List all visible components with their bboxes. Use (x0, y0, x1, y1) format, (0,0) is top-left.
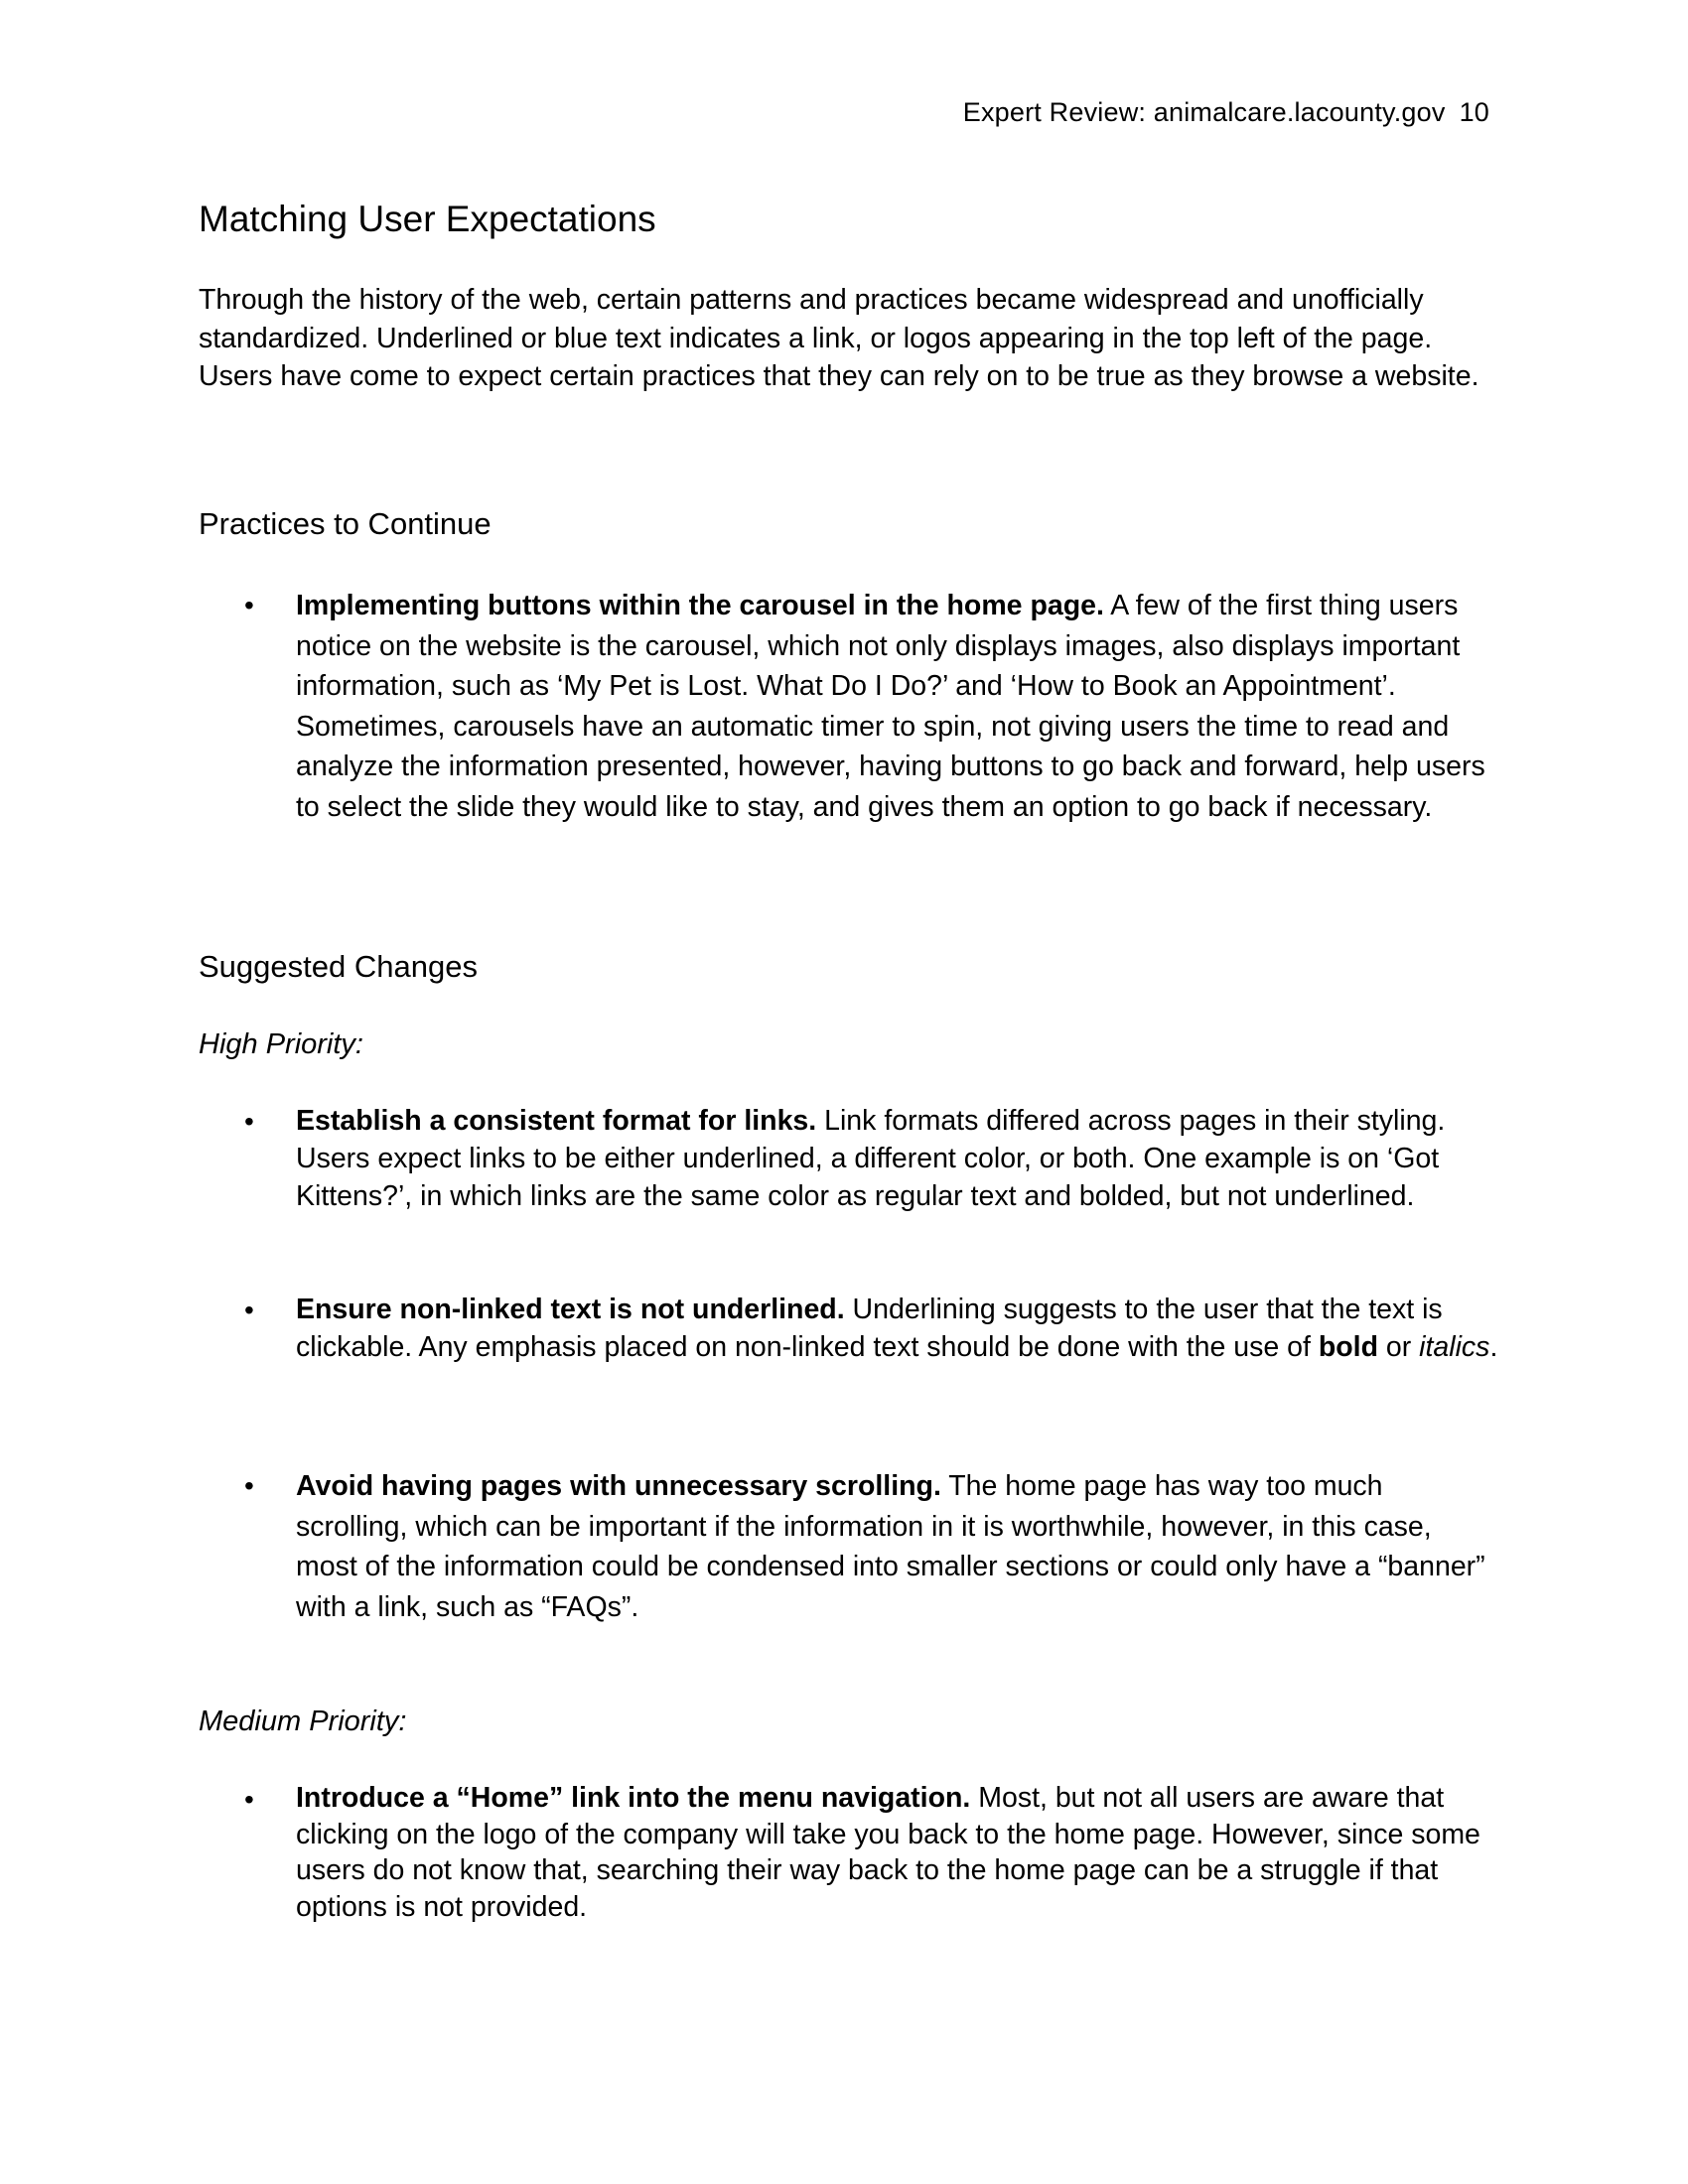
bullet-lead: Avoid having pages with unnecessary scrolling. (296, 1470, 941, 1502)
intro-paragraph: Through the history of the web, certain patterns and practices became widespread and unofficially standardized. Underlined or blue text indicates a link, or logos appearing in the top left of the page. Users have come to expect certain practices that they can rely on to be true as they browse a website. (199, 284, 1479, 392)
italic-example: italics (1419, 1331, 1490, 1363)
bullet-icon: • (244, 1470, 254, 1501)
practice-item-carousel (199, 586, 1499, 827)
bullet-body: The home page has way too much scrolling, which can be important if the information in it is worthwhile, however, in this case, most of the information could be condensed into smaller sections or could only have a “banner” with a link, such as “FAQs”. (296, 1470, 1485, 1623)
bullet-icon: • (244, 1106, 254, 1137)
running-title: Expert Review: animalcare.lacounty.gov (962, 97, 1446, 127)
bullet-text (296, 1466, 1499, 1627)
page-header (963, 97, 1489, 128)
bullet-text (296, 1780, 1499, 1925)
medium-item-home-link (199, 1780, 1499, 1925)
page-number: 10 (1459, 97, 1489, 127)
bullet-body: Link formats differed across pages in their styling. Users expect links to be either underlined, a different color, or both. One example is on ‘Got Kittens?’, in which links are the same color as regular text and bolded, but not underlined. (296, 1105, 1446, 1212)
high-item-underline (199, 1291, 1499, 1366)
bullet-lead: Introduce a “Home” link into the menu navigation. (296, 1782, 971, 1814)
bullet-lead: Implementing buttons within the carousel in the home page. (296, 590, 1104, 621)
high-item-scrolling (199, 1466, 1499, 1627)
bullet-body: Most, but not all users are aware that clicking on the logo of the company will take you back to the home page. However, since some users do not know that, searching their way back to the home page can be a struggle if that options is not provided. (296, 1782, 1480, 1923)
bold-example: bold (1318, 1331, 1378, 1363)
bullet-text (296, 1102, 1499, 1215)
bullet-icon: • (244, 1784, 254, 1815)
high-priority-label: High Priority: (199, 1028, 363, 1060)
bullet-text (296, 586, 1499, 827)
bullet-body: A few of the first thing users notice on the website is the carousel, which not only displays images, also displays important information, such as ‘My Pet is Lost. What Do I Do?’ and ‘How to Book an Appointment’. Sometimes, carousels have an automatic timer to spin, not giving users the time to read and analyze the information presented, however, having buttons to go back and forward, help users to select the slide they would like to stay, and gives them an option to go back if necessary. (296, 590, 1485, 823)
bullet-lead: Establish a consistent format for links. (296, 1105, 817, 1137)
medium-priority-label: Medium Priority: (199, 1706, 407, 1737)
bullet-icon: • (244, 1295, 254, 1325)
high-item-links (199, 1102, 1499, 1215)
end-punctuation: . (1489, 1331, 1498, 1363)
page-title: Matching User Expectations (199, 199, 656, 239)
bullet-icon: • (244, 590, 254, 620)
bullet-lead: Ensure non-linked text is not underlined. (296, 1294, 845, 1325)
suggested-heading: Suggested Changes (199, 949, 478, 984)
bullet-text (296, 1291, 1499, 1366)
practices-heading: Practices to Continue (199, 506, 492, 541)
connector-text: or (1377, 1331, 1420, 1363)
bullet-body: Underlining suggests to the user that the text is clickable. Any emphasis placed on non-linked text should be done with the use of (296, 1294, 1443, 1363)
